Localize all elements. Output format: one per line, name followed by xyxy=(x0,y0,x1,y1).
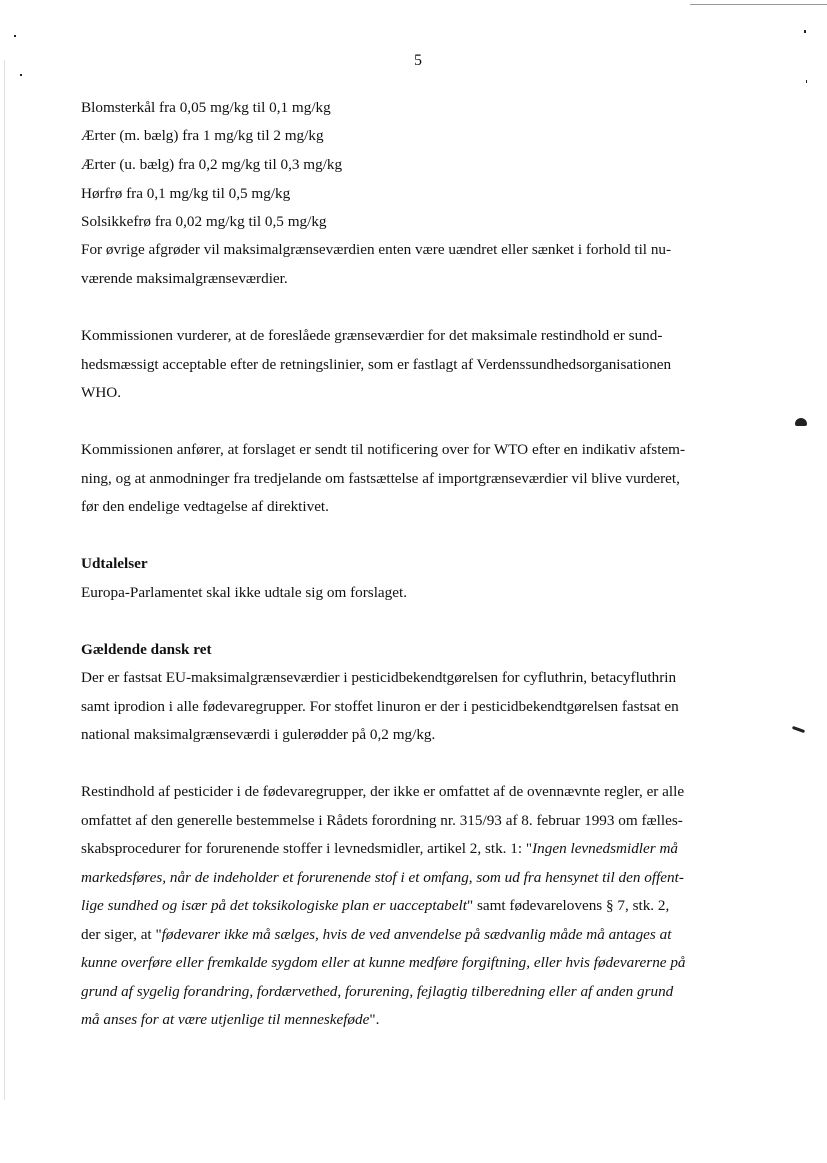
paragraph-line: Kommissionen anfører, at forslaget er sendt til notificering over for WTO efter en indikativ afstem- xyxy=(81,441,686,458)
paragraph-line: samt iprodion i alle fødevaregrupper. For stoffet linuron er der i pesticidbekendtgørelsen fastsat en xyxy=(81,698,679,715)
paragraph-line: hedsmæssigt acceptable efter de retningslinier, som er fastlagt af Verdenssundhedsorganisationen xyxy=(81,356,672,373)
quoted-text: fødevarer ikke må sælges, hvis de ved anvendelse på sædvanlig måde må antages at xyxy=(161,926,672,943)
mrl-list-item: Solsikkefrø fra 0,02 mg/kg til 0,5 mg/kg xyxy=(81,213,327,230)
quoted-text: Ingen levnedsmidler må xyxy=(532,840,679,857)
paragraph-line: Der er fastsat EU-maksimalgrænseværdier i pesticidbekendtgørelsen for cyfluthrin, betacyfluthrin xyxy=(81,669,677,686)
paragraph-line: For øvrige afgrøder vil maksimalgrænseværdien enten være uændret eller sænket i forhold til nu- xyxy=(81,241,672,258)
paragraph-line xyxy=(81,1010,379,1030)
paragraph-line: Europa-Parlamentet skal ikke udtale sig om forslaget. xyxy=(81,584,408,601)
scan-blot xyxy=(792,726,805,733)
paragraph-line: national maksimalgrænseværdi i gulerødder på 0,2 mg/kg. xyxy=(81,726,436,743)
paragraph-line xyxy=(81,925,671,945)
paragraph-line: grund af sygelig forandring, fordærvethed, forurening, fejlagtig tilberedning eller af anden grund xyxy=(81,983,674,1000)
section-heading: Udtalelser xyxy=(81,555,148,572)
plain-text: der siger, at " xyxy=(81,926,162,943)
quoted-text: må anses for at være utjenlige til menneskeføde xyxy=(81,1011,370,1028)
scan-speck xyxy=(806,80,807,83)
scan-blot xyxy=(795,418,807,426)
paragraph-line: markedsføres, når de indeholder et forurenende stof i et omfang, som ud fra hensynet til den offent- xyxy=(81,869,684,886)
paragraph-line: Kommissionen vurderer, at de foreslåede grænseværdier for det maksimale restindhold er sund- xyxy=(81,327,663,344)
paragraph-line xyxy=(81,839,678,859)
paragraph-line: kunne overføre eller fremkalde sygdom eller at kunne medføre forgiftning, eller hvis fødevarerne på xyxy=(81,954,686,971)
paragraph-line: værende maksimalgrænseværdier. xyxy=(81,270,288,287)
scan-speck xyxy=(804,30,806,33)
mrl-list-item: Hørfrø fra 0,1 mg/kg til 0,5 mg/kg xyxy=(81,185,291,202)
paragraph-line xyxy=(81,896,669,916)
quoted-text: lige sundhed og især på det toksikologiske plan er uacceptabelt xyxy=(81,897,467,914)
section-heading: Gældende dansk ret xyxy=(81,641,212,658)
paragraph-line: omfattet af den generelle bestemmelse i Rådets forordning nr. 315/93 af 8. februar 1993 om fælles- xyxy=(81,812,683,829)
paragraph-line: Restindhold af pesticider i de fødevaregrupper, der ikke er omfattet af de ovennævnte regler, er alle xyxy=(81,783,685,800)
mrl-list-item: Ærter (m. bælg) fra 1 mg/kg til 2 mg/kg xyxy=(81,127,324,144)
scan-edge-left xyxy=(4,60,5,1100)
plain-text: " samt fødevarelovens § 7, stk. 2, xyxy=(466,897,670,914)
scan-line-top xyxy=(690,4,827,5)
paragraph-line: ning, og at anmodninger fra tredjelande om fastsættelse af importgrænseværdier vil blive vurderet, xyxy=(81,470,680,487)
paragraph-line: før den endelige vedtagelse af direktivet. xyxy=(81,498,329,515)
paragraph-line: WHO. xyxy=(81,384,122,401)
mrl-list-item: Ærter (u. bælg) fra 0,2 mg/kg til 0,3 mg/kg xyxy=(81,156,343,173)
scan-speck xyxy=(20,74,22,76)
page-number: 5 xyxy=(414,52,422,69)
plain-text: skabsprocedurer for forurenende stoffer i levnedsmidler, artikel 2, stk. 1: " xyxy=(81,840,533,857)
mrl-list-item: Blomsterkål fra 0,05 mg/kg til 0,1 mg/kg xyxy=(81,99,331,116)
scan-speck xyxy=(14,35,16,37)
plain-text: ". xyxy=(369,1011,380,1028)
